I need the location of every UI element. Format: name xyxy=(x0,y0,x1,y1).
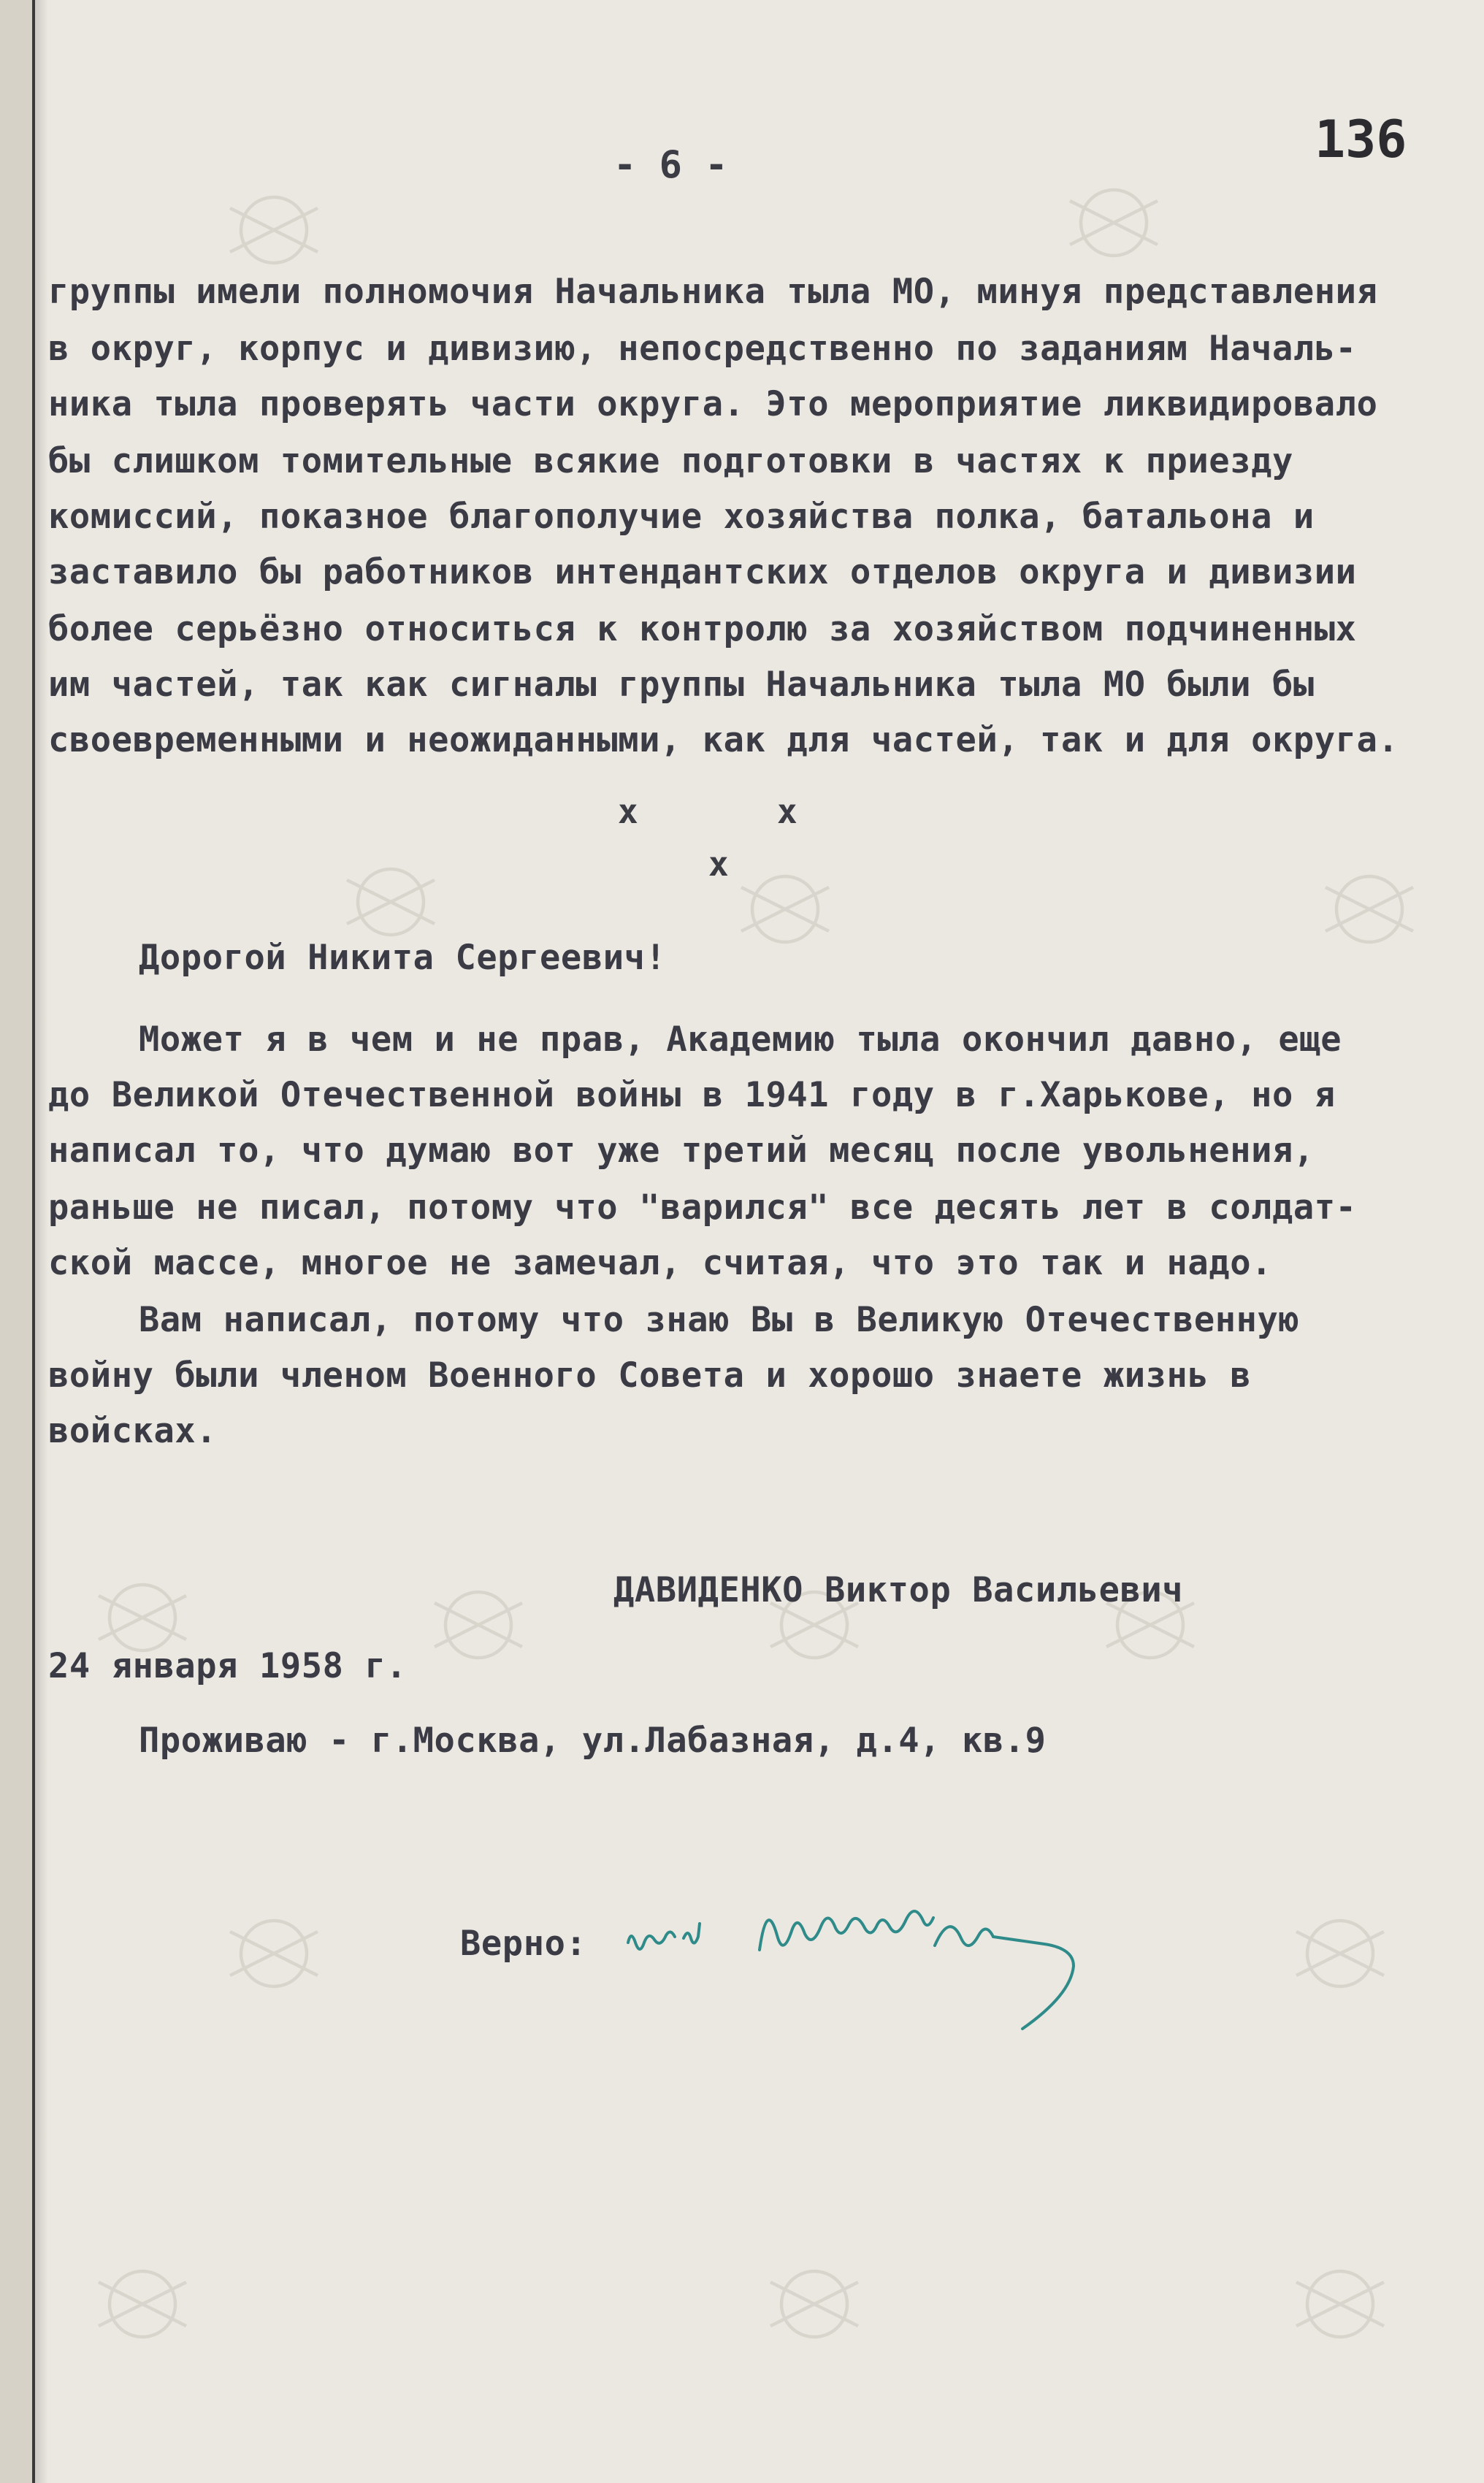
letter-line: войну были членом Военного Совета и хорошо знаете жизнь в xyxy=(48,1355,1252,1396)
binding-edge xyxy=(0,0,35,2483)
body-line: более серьёзно относиться к контролю за хозяйством подчиненных xyxy=(48,609,1357,649)
body-line: в округ, корпус и дивизию, непосредственно по заданиям Началь- xyxy=(48,329,1357,369)
sender-address: Проживаю - г.Москва, ул.Лабазная, д.4, кв.9 xyxy=(139,1721,1047,1761)
separator-mark: x xyxy=(777,792,798,831)
letter-line: Может я в чем и не прав, Академию тыла окончил давно, еще xyxy=(139,1019,1342,1060)
watermark-emblem-icon xyxy=(1285,2249,1395,2359)
watermark-emblem-icon xyxy=(219,175,329,285)
separator-mark: x xyxy=(618,792,638,831)
handwritten-signature xyxy=(613,1891,1198,2038)
watermark-emblem-icon xyxy=(219,1899,329,2008)
separator-mark: x xyxy=(708,844,729,884)
body-line: заставило бы работников интендантских отделов округа и дивизии xyxy=(48,552,1357,592)
letter-date: 24 января 1958 г. xyxy=(48,1646,408,1686)
letter-line: ской массе, многое не замечал, считая, что это так и надо. xyxy=(48,1243,1272,1283)
letter-line: войсках. xyxy=(48,1411,218,1451)
watermark-emblem-icon xyxy=(1315,854,1424,964)
body-line: им частей, так как сигналы группы Начальника тыла МО были бы xyxy=(48,665,1315,705)
body-line: комиссий, показное благополучие хозяйства полка, батальона и xyxy=(48,497,1315,537)
signature-icon xyxy=(613,1891,1198,2038)
watermark-emblem-icon xyxy=(424,1570,533,1680)
watermark-emblem-icon xyxy=(88,2249,197,2359)
binding-shadow xyxy=(35,0,48,2483)
letter-line: раньше не писал, потому что "варился" все десять лет в солдат- xyxy=(48,1187,1357,1228)
body-line: ника тыла проверять части округа. Это мероприятие ликвидировало xyxy=(48,384,1378,424)
body-line: своевременными и неожиданными, как для частей, так и для округа. xyxy=(48,720,1399,760)
folio-number: 136 xyxy=(1315,110,1407,169)
salutation: Дорогой Никита Сергеевич! xyxy=(139,938,667,978)
watermark-emblem-icon xyxy=(1285,1899,1395,2008)
page-number: - 6 - xyxy=(613,143,728,187)
letter-line: до Великой Отечественной войны в 1941 году в г.Харькове, но я xyxy=(48,1075,1336,1115)
watermark-emblem-icon xyxy=(730,854,840,964)
body-line: бы слишком томительные всякие подготовки в частях к приезду xyxy=(48,441,1293,481)
watermark-emblem-icon xyxy=(1059,168,1169,278)
body-line: группы имели полномочия Начальника тыла МО, минуя представления xyxy=(48,272,1378,312)
letter-line: написал то, что думаю вот уже третий месяц после увольнения, xyxy=(48,1130,1315,1171)
letter-line: Вам написал, потому что знаю Вы в Великую Отечественную xyxy=(139,1300,1300,1340)
author-name: ДАВИДЕНКО Виктор Васильевич xyxy=(613,1570,1184,1610)
certified-label: Верно: xyxy=(460,1924,587,1964)
watermark-emblem-icon xyxy=(760,2249,869,2359)
